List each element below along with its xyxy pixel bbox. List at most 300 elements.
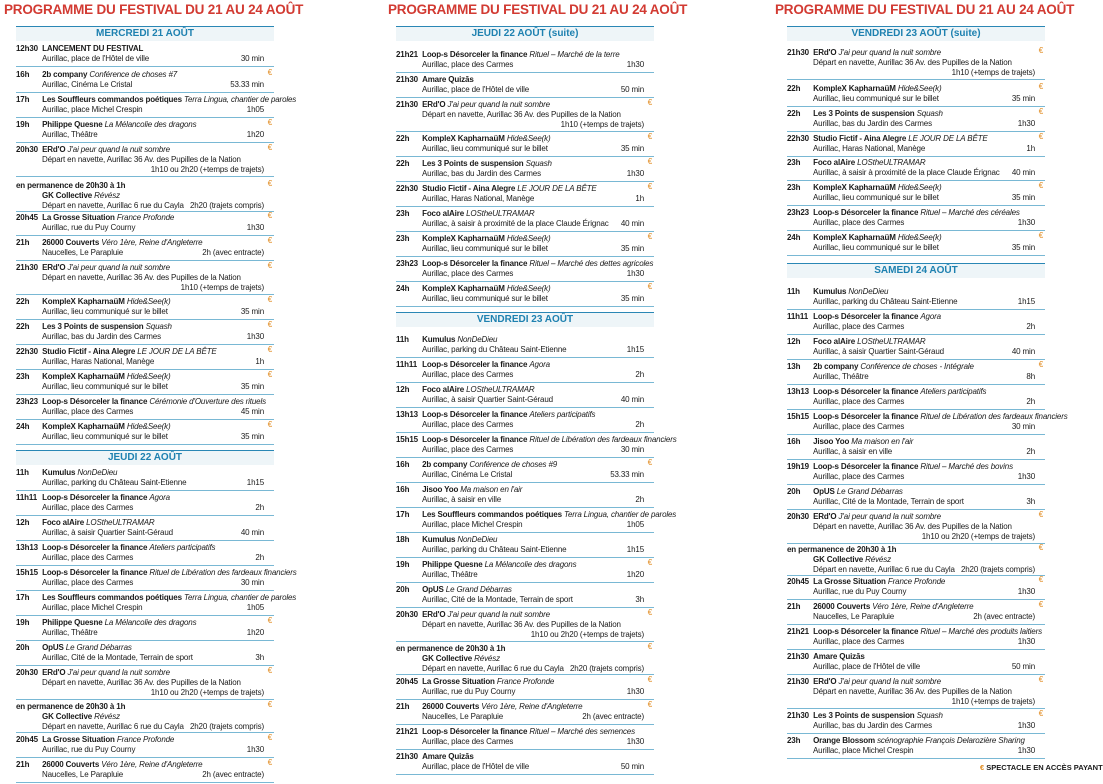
event-location: Aurillac, Théâtre bbox=[42, 130, 98, 139]
event-title-line bbox=[396, 360, 642, 370]
event-duration: 1h30 bbox=[1017, 721, 1035, 730]
event-location: Départ en navette, Aurillac 36 Av. des Pupilles de la Nation bbox=[42, 155, 241, 164]
euro-icon: € bbox=[647, 132, 652, 141]
event-item bbox=[396, 284, 654, 307]
event-item bbox=[787, 109, 1045, 132]
euro-icon: € bbox=[647, 558, 652, 567]
euro-icon: € bbox=[1038, 181, 1043, 190]
event-location: Naucelles, Le Parapluie bbox=[422, 712, 504, 721]
event-title-line bbox=[16, 297, 262, 307]
event-title-line bbox=[16, 372, 262, 382]
event-title-line bbox=[813, 555, 891, 565]
event-time: 11h bbox=[396, 335, 409, 344]
event-item bbox=[787, 208, 1045, 231]
event-location: Aurillac, Cité de la Montade, Terrain de sport bbox=[422, 595, 573, 604]
event-time: 22h bbox=[396, 134, 410, 143]
event-location: Aurillac, rue du Puy Courny bbox=[813, 587, 907, 596]
event-company: Les 3 Points de suspension bbox=[813, 109, 915, 118]
event-item bbox=[787, 736, 1045, 759]
event-time: 20h45 bbox=[16, 213, 38, 222]
event-duration: 3h bbox=[255, 653, 264, 662]
event-duration: 2h bbox=[635, 370, 644, 379]
euro-icon: € bbox=[267, 733, 272, 742]
event-company: Amare Quizās bbox=[813, 652, 865, 661]
event-show: Squash bbox=[916, 109, 943, 118]
event-show: J'ai peur quand la nuit sombre bbox=[447, 100, 550, 109]
event-duration: 1h10 (+temps de trajets) bbox=[951, 68, 1035, 77]
event-company: La Grosse Situation bbox=[422, 677, 495, 686]
event-title-line bbox=[787, 183, 1033, 193]
event-time: 21h21 bbox=[396, 50, 418, 59]
event-show: Hide&See(k) bbox=[897, 84, 942, 93]
event-time: 20h bbox=[396, 585, 410, 594]
euro-icon: € bbox=[1038, 360, 1043, 369]
event-location: Départ en navette, Aurillac 36 Av. des Pupilles de la Nation bbox=[42, 678, 241, 687]
event-title-line bbox=[396, 100, 642, 110]
event-company: 26000 Couverts bbox=[422, 702, 480, 711]
event-item bbox=[787, 512, 1045, 544]
event-company: OpUS bbox=[813, 487, 835, 496]
event-show: Rituel – Marché des dettes agricoles bbox=[529, 259, 654, 268]
event-location: Naucelles, Le Parapluie bbox=[813, 612, 895, 621]
event-duration: 45 min bbox=[240, 407, 264, 416]
event-company: OpUS bbox=[42, 643, 64, 652]
event-time: 21h21 bbox=[396, 727, 418, 736]
event-company: La Grosse Situation bbox=[813, 577, 886, 586]
event-duration: 35 min bbox=[240, 382, 264, 391]
event-duration: 1h10 (+temps de trajets) bbox=[180, 283, 264, 292]
event-time: 20h45 bbox=[787, 577, 809, 586]
event-duration: 40 min bbox=[1011, 347, 1035, 356]
event-company: Philippe Quesne bbox=[42, 618, 103, 627]
event-location: Aurillac, place des Carmes bbox=[422, 420, 514, 429]
event-company: KompleX KapharnaüM bbox=[42, 297, 125, 306]
event-time: 20h bbox=[16, 643, 30, 652]
event-show: Agora bbox=[149, 493, 170, 502]
event-title-line bbox=[16, 397, 266, 407]
event-title-line bbox=[396, 485, 642, 495]
event-time: 22h30 bbox=[396, 184, 418, 193]
event-show: LOStheULTRAMAR bbox=[857, 337, 926, 346]
event-duration: 35 min bbox=[620, 294, 644, 303]
event-location: Aurillac, lieu communiqué sur le billet bbox=[422, 294, 548, 303]
event-duration: 40 min bbox=[620, 219, 644, 228]
event-company: Foco alAire bbox=[422, 209, 464, 218]
event-company: 2b company bbox=[42, 70, 88, 79]
event-time: 21h30 bbox=[396, 75, 418, 84]
event-location: Aurillac, Haras National, Manège bbox=[42, 357, 155, 366]
event-title-line bbox=[396, 284, 642, 294]
day-heading: JEUDI 22 AOÛT bbox=[16, 450, 274, 465]
event-show: J'ai peur quand la nuit sombre bbox=[838, 512, 941, 521]
event-title-line bbox=[16, 760, 262, 770]
event-item bbox=[787, 627, 1045, 650]
event-item bbox=[396, 259, 654, 282]
event-company: Les Souffleurs commandos poétiques bbox=[42, 95, 182, 104]
event-item bbox=[396, 385, 654, 408]
event-location: Aurillac, Cinéma Le Cristal bbox=[42, 80, 133, 89]
event-item bbox=[787, 602, 1045, 625]
event-time: 21h bbox=[787, 602, 801, 611]
event-item bbox=[396, 360, 654, 383]
event-show: J'ai peur quand la nuit sombre bbox=[838, 677, 941, 686]
event-item bbox=[16, 735, 274, 758]
event-time: 19h19 bbox=[787, 462, 809, 471]
event-time: 21h bbox=[16, 238, 30, 247]
event-duration: 40 min bbox=[1011, 168, 1035, 177]
event-company: 26000 Couverts bbox=[42, 760, 100, 769]
event-duration: 35 min bbox=[620, 244, 644, 253]
event-show: LE JOUR DE LA BÊTE bbox=[517, 184, 597, 193]
event-show: Le Grand Débarras bbox=[836, 487, 903, 496]
event-duration: 30 min bbox=[620, 445, 644, 454]
event-show: Hide&See(k) bbox=[126, 297, 171, 306]
event-location: Aurillac, rue du Puy Courny bbox=[422, 687, 516, 696]
event-location: Aurillac, parking du Château Saint-Etienne bbox=[422, 345, 567, 354]
event-time: 21h30 bbox=[396, 752, 418, 761]
event-show: Hide&See(k) bbox=[897, 183, 942, 192]
euro-icon: € bbox=[267, 179, 272, 188]
event-company: Les 3 Points de suspension bbox=[813, 711, 915, 720]
event-item bbox=[16, 145, 274, 177]
event-item bbox=[16, 618, 274, 641]
event-duration: 1h30 bbox=[1017, 472, 1035, 481]
event-title-line bbox=[396, 610, 642, 620]
event-item bbox=[16, 668, 274, 700]
event-show: Le Grand Débarras bbox=[65, 643, 132, 652]
event-duration: 2h (avec entracte) bbox=[202, 248, 264, 257]
event-location: Aurillac, place des Carmes bbox=[42, 553, 134, 562]
event-item bbox=[787, 48, 1045, 80]
event-duration: 1h bbox=[255, 357, 264, 366]
event-company: Loop-s Désorceler la finance bbox=[813, 312, 919, 321]
euro-icon: € bbox=[1038, 82, 1043, 91]
event-show: Rituel – Marché des semences bbox=[529, 727, 635, 736]
event-company: Orange Blossom bbox=[813, 736, 875, 745]
event-permanence: en permanence de 20h30 à 1h bbox=[16, 181, 126, 190]
euro-icon: € bbox=[647, 98, 652, 107]
event-duration: 1h10 (+temps de trajets) bbox=[560, 120, 644, 129]
event-company: Kumulus bbox=[422, 335, 456, 344]
event-item bbox=[16, 213, 274, 236]
event-show: Hide&See(k) bbox=[506, 134, 551, 143]
event-location: Aurillac, lieu communiqué sur le billet bbox=[422, 244, 548, 253]
column-title: PROGRAMME DU FESTIVAL DU 21 AU 24 AOÛT bbox=[775, 2, 1075, 17]
event-item bbox=[787, 312, 1045, 335]
event-title-line bbox=[16, 468, 262, 478]
event-item bbox=[396, 100, 654, 132]
event-item bbox=[16, 568, 297, 591]
event-location: Départ en navette, Aurillac 36 Av. des Pupilles de la Nation bbox=[422, 110, 621, 119]
event-permanence: en permanence de 20h30 à 1h bbox=[16, 702, 126, 711]
event-duration: 1h10 ou 2h20 (+temps de trajets) bbox=[530, 630, 644, 639]
event-show: France Profonde bbox=[116, 213, 175, 222]
event-title-line bbox=[396, 702, 642, 712]
event-location: Départ en navette, Aurillac 36 Av. des Pupilles de la Nation bbox=[813, 522, 1012, 531]
event-company: GK Collective bbox=[42, 191, 93, 200]
event-location: Départ en navette, Aurillac 6 rue du Cayla bbox=[42, 722, 184, 731]
event-location: Départ en navette, Aurillac 36 Av. des Pupilles de la Nation bbox=[813, 58, 1012, 67]
event-item bbox=[396, 752, 654, 775]
event-location: Aurillac, place des Carmes bbox=[422, 445, 514, 454]
event-show: LOStheULTRAMAR bbox=[857, 158, 926, 167]
event-time: 21h bbox=[16, 760, 30, 769]
event-company: Philippe Quesne bbox=[422, 560, 483, 569]
event-time: 13h13 bbox=[16, 543, 38, 552]
euro-icon: € bbox=[1038, 231, 1043, 240]
event-location: Aurillac, place des Carmes bbox=[813, 472, 905, 481]
event-company: Loop-s Désorceler la finance bbox=[42, 397, 148, 406]
legend-label: SPECTACLE EN ACCÈS PAYANT bbox=[986, 763, 1103, 772]
event-location: Aurillac, place des Carmes bbox=[813, 397, 905, 406]
event-show: NonDeDieu bbox=[848, 287, 889, 296]
event-location: Aurillac, place des Carmes bbox=[813, 218, 905, 227]
event-title-line bbox=[16, 568, 297, 578]
event-time: 11h11 bbox=[16, 493, 38, 502]
event-item bbox=[396, 460, 654, 483]
event-title-line bbox=[396, 585, 642, 595]
event-show: LE JOUR DE LA BÊTE bbox=[137, 347, 217, 356]
event-company: KompleX KapharnaüM bbox=[422, 284, 505, 293]
event-company: Kumulus bbox=[42, 468, 76, 477]
event-time: 13h13 bbox=[396, 410, 418, 419]
event-show: France Profonde bbox=[116, 735, 175, 744]
euro-icon: € bbox=[647, 700, 652, 709]
event-time: 12h bbox=[396, 385, 410, 394]
event-company: Jisoo Yoo bbox=[813, 437, 850, 446]
event-duration: 1h20 bbox=[246, 130, 264, 139]
event-time: 22h bbox=[787, 109, 801, 118]
column-title: PROGRAMME DU FESTIVAL DU 21 AU 24 AOÛT bbox=[4, 2, 304, 17]
euro-icon: € bbox=[647, 182, 652, 191]
event-duration: 1h05 bbox=[626, 520, 644, 529]
event-duration: 2h bbox=[635, 495, 644, 504]
event-show: Conférence de choses #7 bbox=[89, 70, 178, 79]
event-title-line bbox=[396, 677, 642, 687]
event-title-line bbox=[787, 462, 1033, 472]
event-duration: 1h10 ou 2h20 (+temps de trajets) bbox=[921, 532, 1035, 541]
event-title-line bbox=[396, 535, 642, 545]
event-title-line bbox=[787, 677, 1033, 687]
event-title-line bbox=[396, 727, 642, 737]
euro-icon: € bbox=[647, 282, 652, 291]
event-company: ERd'O bbox=[422, 610, 446, 619]
event-location: Aurillac, lieu communiqué sur le billet bbox=[813, 94, 939, 103]
event-duration: 2h bbox=[635, 420, 644, 429]
euro-icon: € bbox=[267, 118, 272, 127]
event-time: 23h23 bbox=[396, 259, 418, 268]
event-show: Rituel de Libération des fardeaux financiers bbox=[529, 435, 677, 444]
event-title-line bbox=[396, 159, 642, 169]
event-company: Loop-s Désorceler la finance bbox=[42, 543, 148, 552]
event-title-line bbox=[396, 75, 642, 85]
event-duration: 1h30 bbox=[626, 737, 644, 746]
event-time: 17h bbox=[396, 510, 410, 519]
event-location: Aurillac, Cité de la Montade, Terrain de sport bbox=[813, 497, 964, 506]
event-duration: 1h05 bbox=[246, 603, 264, 612]
event-duration: 1h15 bbox=[246, 478, 264, 487]
event-time: 22h bbox=[787, 84, 801, 93]
event-location: Aurillac, à saisir à proximité de la place Claude Érignac bbox=[422, 219, 609, 228]
event-location: Aurillac, bas du Jardin des Carmes bbox=[422, 169, 541, 178]
event-company: 26000 Couverts bbox=[813, 602, 871, 611]
event-title-line bbox=[396, 752, 642, 762]
event-title-line bbox=[787, 233, 1033, 243]
event-company: GK Collective bbox=[813, 555, 864, 564]
event-item bbox=[396, 335, 654, 358]
event-item bbox=[396, 184, 654, 207]
event-duration: 1h20 bbox=[246, 628, 264, 637]
event-duration: 1h30 bbox=[246, 745, 264, 754]
event-item bbox=[16, 760, 274, 783]
day-heading: JEUDI 22 AOÛT (suite) bbox=[396, 26, 654, 41]
event-item bbox=[787, 652, 1045, 675]
event-company: OpUS bbox=[422, 585, 444, 594]
euro-icon: € bbox=[267, 370, 272, 379]
euro-icon: € bbox=[1038, 709, 1043, 718]
event-item bbox=[396, 610, 654, 642]
event-company: GK Collective bbox=[422, 654, 473, 663]
event-show: Révész bbox=[94, 712, 120, 721]
event-duration: 3h bbox=[635, 595, 644, 604]
event-company: ERd'O bbox=[813, 48, 837, 57]
event-show: Agora bbox=[529, 360, 550, 369]
event-duration: 50 min bbox=[1011, 662, 1035, 671]
event-title-line bbox=[787, 487, 1033, 497]
event-show: NonDeDieu bbox=[77, 468, 118, 477]
event-item bbox=[396, 75, 654, 98]
euro-icon: € bbox=[647, 157, 652, 166]
event-company: KompleX KapharnaüM bbox=[422, 134, 505, 143]
event-show: Terra Lingua, chantier de paroles bbox=[183, 593, 297, 602]
euro-icon: € bbox=[267, 211, 272, 220]
euro-icon: € bbox=[267, 345, 272, 354]
event-location: Aurillac, place des Carmes bbox=[422, 269, 514, 278]
event-show: Agora bbox=[920, 312, 941, 321]
event-time: 20h45 bbox=[396, 677, 418, 686]
event-title-line bbox=[396, 460, 642, 470]
event-title-line bbox=[787, 412, 1068, 422]
event-location: Aurillac, place des Carmes bbox=[813, 422, 905, 431]
event-time: 16h bbox=[787, 437, 801, 446]
event-item bbox=[396, 50, 654, 73]
event-location: Aurillac, place de l'Hôtel de ville bbox=[422, 762, 530, 771]
event-time: 20h30 bbox=[16, 668, 38, 677]
event-location: Aurillac, Théâtre bbox=[422, 570, 478, 579]
event-time: 23h23 bbox=[16, 397, 38, 406]
event-location: Aurillac, place de l'Hôtel de ville bbox=[422, 85, 530, 94]
event-show: Hide&See(k) bbox=[126, 372, 171, 381]
event-duration: 30 min bbox=[1011, 422, 1035, 431]
event-item bbox=[396, 234, 654, 257]
event-item bbox=[787, 437, 1045, 460]
event-time: 16h bbox=[396, 485, 410, 494]
event-item bbox=[396, 702, 654, 725]
event-company: ERd'O bbox=[42, 668, 66, 677]
event-time: 12h bbox=[787, 337, 801, 346]
event-item bbox=[787, 487, 1045, 510]
event-time: 15h15 bbox=[16, 568, 38, 577]
event-title-line bbox=[16, 518, 262, 528]
event-time: 21h30 bbox=[787, 48, 809, 57]
event-company: Loop-s Désorceler la finance bbox=[813, 462, 919, 471]
euro-icon: € bbox=[980, 763, 985, 772]
event-location: Départ en navette, Aurillac 36 Av. des Pupilles de la Nation bbox=[813, 687, 1012, 696]
event-duration: 53.33 min bbox=[230, 80, 264, 89]
event-location: Aurillac, lieu communiqué sur le billet bbox=[42, 307, 168, 316]
euro-icon: € bbox=[1038, 107, 1043, 116]
event-location: Aurillac, place des Carmes bbox=[422, 370, 514, 379]
event-item bbox=[787, 362, 1045, 385]
event-title-line bbox=[787, 512, 1033, 522]
event-duration: 2h (avec entracte) bbox=[202, 770, 264, 779]
event-item bbox=[396, 560, 654, 583]
event-title-line bbox=[16, 95, 297, 105]
event-show: Cérémonie d'Ouverture des rituels bbox=[149, 397, 266, 406]
event-time: 20h30 bbox=[16, 145, 38, 154]
euro-icon: € bbox=[267, 68, 272, 77]
event-time: 24h bbox=[396, 284, 410, 293]
event-show: Rituel – Marché des bovins bbox=[920, 462, 1013, 471]
euro-icon: € bbox=[267, 295, 272, 304]
event-location: Aurillac, place des Carmes bbox=[813, 637, 905, 646]
event-company: Loop-s Désorceler la finance bbox=[813, 627, 919, 636]
event-location: Aurillac, lieu communiqué sur le billet bbox=[813, 193, 939, 202]
event-company: 2b company bbox=[422, 460, 468, 469]
euro-icon: € bbox=[267, 700, 272, 709]
euro-icon: € bbox=[267, 143, 272, 152]
event-time: 11h bbox=[16, 468, 29, 477]
event-duration: 30 min bbox=[240, 578, 264, 587]
event-title-line bbox=[396, 385, 642, 395]
event-company: ERd'O bbox=[813, 677, 837, 686]
event-company: Les 3 Points de suspension bbox=[422, 159, 524, 168]
event-time: 23h bbox=[16, 372, 30, 381]
event-title-line bbox=[396, 259, 654, 269]
event-time: 11h11 bbox=[787, 312, 809, 321]
event-permanence: en permanence de 20h30 à 1h bbox=[396, 644, 506, 653]
event-time: 21h bbox=[396, 702, 410, 711]
event-title-line bbox=[396, 410, 642, 420]
event-show: Rituel – Marché de la terre bbox=[529, 50, 620, 59]
event-show: J'ai peur quand la nuit sombre bbox=[447, 610, 550, 619]
event-company: La Grosse Situation bbox=[42, 735, 115, 744]
event-location: Aurillac, place Michel Crespin bbox=[422, 520, 523, 529]
event-duration: 2h20 (trajets compris) bbox=[569, 664, 644, 673]
event-item bbox=[396, 644, 654, 675]
euro-icon: € bbox=[1038, 600, 1043, 609]
event-location: Aurillac, parking du Château Saint-Etienne bbox=[422, 545, 567, 554]
event-show: Ma maison en l'air bbox=[851, 437, 914, 446]
euro-icon: € bbox=[1038, 510, 1043, 519]
event-duration: 8h bbox=[1026, 372, 1035, 381]
event-item bbox=[16, 120, 274, 143]
event-item bbox=[787, 577, 1045, 600]
event-duration: 2h20 (trajets compris) bbox=[960, 565, 1035, 574]
event-location: Aurillac, à saisir Quartier Saint-Géraud bbox=[42, 528, 173, 537]
event-show: La Mélancolie des dragons bbox=[104, 618, 197, 627]
event-location: Aurillac, rue du Puy Courny bbox=[42, 745, 136, 754]
event-duration: 2h bbox=[1026, 322, 1035, 331]
event-title-line bbox=[16, 422, 262, 432]
event-location: Aurillac, lieu communiqué sur le billet bbox=[42, 432, 168, 441]
event-company: Kumulus bbox=[422, 535, 456, 544]
event-item bbox=[16, 372, 274, 395]
event-title-line bbox=[787, 208, 1033, 218]
event-time: 17h bbox=[16, 593, 30, 602]
event-company: Les 3 Points de suspension bbox=[42, 322, 144, 331]
event-time: 11h bbox=[787, 287, 800, 296]
